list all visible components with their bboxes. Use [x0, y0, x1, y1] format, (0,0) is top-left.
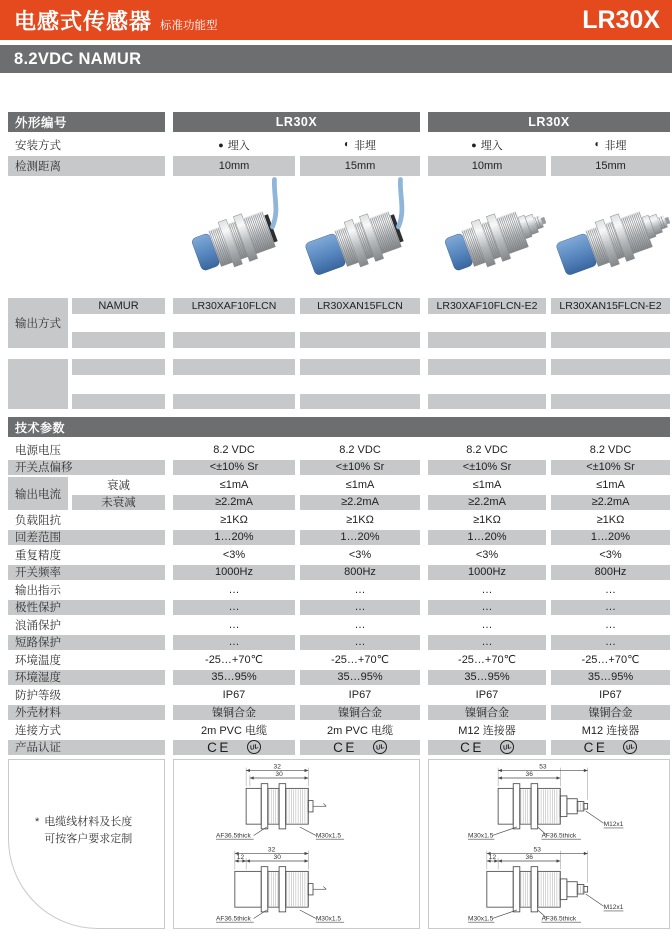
svg-text:AF36.5thick: AF36.5thick [215, 832, 251, 840]
param-value: 镍铜合金 [300, 705, 420, 721]
svg-text:36: 36 [525, 854, 533, 862]
param-value: … [481, 583, 493, 596]
param-value: 1…20% [551, 530, 670, 546]
footnote-text [44, 814, 132, 848]
param-label: 环境温度 [15, 654, 61, 667]
output-type-label: NAMUR [72, 298, 165, 314]
distance-value: 15mm [300, 156, 420, 176]
page-title: 电感式传感器 [14, 8, 153, 34]
product-image [428, 176, 546, 296]
dimension-drawing [189, 762, 405, 843]
ul-mark-icon: UL [623, 740, 637, 754]
param-value: … [428, 600, 546, 616]
empty-cell [173, 332, 295, 348]
table-row [8, 112, 670, 132]
svg-text:AF36.5thick: AF36.5thick [541, 915, 577, 923]
param-value: 镍铜合金 [551, 705, 670, 721]
param-value: 1…20% [300, 530, 420, 546]
cert-cell [300, 740, 420, 756]
footer-row [8, 759, 670, 929]
empty-cell [551, 394, 670, 409]
mount-value [551, 136, 670, 154]
dimension-drawing [189, 845, 405, 926]
table-row [8, 176, 670, 296]
sensor-illustration [175, 179, 293, 293]
svg-text:53: 53 [539, 763, 547, 771]
table-row [8, 511, 670, 529]
footnote-star: * [35, 816, 40, 828]
param-value: ≤1mA [219, 478, 249, 491]
table-row [8, 298, 670, 348]
series-band-label: 8.2VDC NAMUR [14, 49, 142, 68]
param-value: … [354, 583, 366, 596]
empty-cell [551, 332, 670, 348]
param-label: 输出指示 [15, 584, 61, 597]
param-value: IP67 [599, 688, 622, 701]
model-name-cell: LR30XAN15FLCN-E2 [551, 298, 670, 314]
svg-text:AF36.5thick: AF36.5thick [215, 915, 251, 923]
param-value: ≥1KΩ [220, 513, 248, 526]
drawing-box-cable [173, 759, 420, 929]
param-sub-label: 衰减 [107, 479, 130, 492]
param-value: 35…95% [428, 670, 546, 686]
half-circle-icon: ◐ [343, 139, 351, 150]
empty-cell [72, 359, 165, 375]
param-label: 防护等级 [15, 689, 61, 702]
svg-text:32: 32 [273, 763, 281, 771]
output-section [8, 298, 670, 409]
svg-text:M30x1.5: M30x1.5 [468, 832, 494, 840]
param-value: 35…95% [551, 670, 670, 686]
param-label: 短路保护 [8, 635, 165, 651]
model-code: LR30X [582, 5, 660, 34]
empty-cell [8, 359, 68, 409]
param-value: 2m PVC 电缆 [200, 724, 267, 737]
empty-cell [173, 394, 295, 409]
shape-section [8, 112, 670, 296]
footnote [35, 814, 164, 848]
empty-cell [72, 332, 165, 348]
ce-mark-icon: CE [207, 739, 231, 755]
table-row [8, 704, 670, 722]
model-name-cell: LR30XAN15FLCN [300, 298, 420, 314]
param-value: <3% [475, 548, 499, 561]
param-value: ≤1mA [596, 478, 625, 491]
cert-cell [428, 740, 546, 756]
param-value: <3% [348, 548, 372, 561]
product-image [300, 176, 420, 296]
param-label: 输出电流 [8, 477, 68, 510]
param-value: -25…+70℃ [458, 654, 516, 667]
param-value: <±10% Sr [551, 460, 670, 476]
param-label: 环境湿度 [8, 670, 165, 686]
param-value: -25…+70℃ [331, 654, 389, 667]
half-circle-icon: ◐ [594, 139, 601, 150]
table-row [8, 459, 670, 477]
param-label: 开关点偏移 [8, 460, 165, 476]
datasheet-table [0, 112, 672, 929]
param-value: 1000Hz [428, 565, 546, 581]
model-group-header: LR30X [173, 112, 420, 132]
param-value: … [173, 635, 295, 651]
param-value: M12 连接器 [458, 724, 516, 737]
model-group-header: LR30X [428, 112, 670, 132]
param-value: 1…20% [173, 530, 295, 546]
param-value: IP67 [222, 688, 246, 701]
param-value: ≤1mA [472, 478, 502, 491]
param-value: 镍铜合金 [428, 705, 546, 721]
footnote-line1: 电缆线材料及长度 [44, 816, 133, 828]
param-value: -25…+70℃ [205, 654, 263, 667]
page-subtitle: 标准功能型 [160, 19, 218, 32]
param-value: ≥2.2mA [300, 495, 420, 511]
sensor-illustration [552, 179, 670, 293]
svg-text:12: 12 [488, 854, 497, 862]
param-value: 8.2 VDC [466, 443, 508, 456]
param-value: … [551, 600, 670, 616]
param-value: … [228, 618, 240, 631]
table-row [8, 651, 670, 669]
param-value: … [605, 583, 616, 596]
param-value: 35…95% [300, 670, 420, 686]
row-label-mount: 安装方式 [15, 140, 61, 152]
empty-cell [428, 332, 546, 348]
param-value: -25…+70℃ [581, 654, 640, 667]
table-row [8, 599, 670, 617]
mount-text: 埋入 [480, 140, 503, 152]
mount-value [428, 136, 546, 154]
empty-cell [173, 359, 295, 375]
table-row [8, 686, 670, 704]
param-value: ≥1KΩ [473, 513, 501, 526]
footnote-line2: 可按客户要求定制 [44, 833, 133, 845]
param-value: … [228, 583, 240, 596]
flush-circle-icon: ● [218, 139, 224, 150]
table-row [8, 634, 670, 652]
sensor-illustration [428, 179, 546, 293]
param-value: … [173, 600, 295, 616]
param-value: 800Hz [300, 565, 420, 581]
cert-cell [551, 740, 670, 756]
param-value: 8.2 VDC [213, 443, 255, 456]
table-row [8, 739, 670, 757]
param-value: <3% [599, 548, 622, 561]
table-row [8, 476, 670, 511]
param-label: 浪涌保护 [15, 619, 61, 632]
title-group [14, 5, 218, 36]
flush-circle-icon: ● [471, 139, 477, 150]
ul-mark-icon: UL [373, 740, 387, 754]
param-value: 800Hz [551, 565, 670, 581]
param-value: ≥2.2mA [173, 495, 295, 511]
ce-mark-icon: CE [460, 739, 484, 755]
param-label: 极性保护 [8, 600, 165, 616]
table-row [8, 721, 670, 739]
svg-text:M30x1.5: M30x1.5 [315, 915, 341, 923]
mount-value [300, 136, 420, 154]
param-value: IP67 [475, 688, 499, 701]
table-row [8, 156, 670, 176]
param-value: 1000Hz [173, 565, 295, 581]
svg-text:M12x1: M12x1 [603, 904, 624, 912]
param-value: 35…95% [173, 670, 295, 686]
param-value: 1…20% [428, 530, 546, 546]
param-value: <3% [222, 548, 246, 561]
param-value: … [605, 618, 616, 631]
ul-mark-icon: UL [500, 740, 514, 754]
tech-section [8, 441, 670, 756]
table-row [8, 136, 670, 154]
param-label: 开关频率 [8, 565, 165, 581]
ce-mark-icon: CE [333, 739, 357, 755]
tech-section-header [8, 417, 670, 437]
row-label-distance: 检测距离 [8, 156, 165, 176]
param-sub-label: 未衰减 [72, 495, 165, 511]
title-banner [0, 0, 672, 40]
param-label: 回差范围 [8, 530, 165, 546]
param-value: … [551, 635, 670, 651]
param-value: … [300, 600, 420, 616]
param-value: ≥1KΩ [596, 513, 625, 526]
dimension-drawing [441, 845, 657, 926]
table-row [8, 441, 670, 459]
param-value: ≥2.2mA [551, 495, 670, 511]
empty-cell [428, 394, 546, 409]
table-row [8, 564, 670, 582]
param-value: M12 连接器 [581, 724, 640, 737]
param-value: 镍铜合金 [173, 705, 295, 721]
param-label: 连接方式 [15, 724, 61, 737]
dimension-drawing [441, 762, 657, 843]
param-value: … [481, 618, 493, 631]
param-value: <±10% Sr [428, 460, 546, 476]
cert-cell [173, 740, 295, 756]
param-value: … [300, 635, 420, 651]
series-band [0, 45, 672, 73]
param-value: <±10% Sr [300, 460, 420, 476]
model-name-cell: LR30XAF10FLCN [173, 298, 295, 314]
ul-mark-icon: UL [247, 740, 261, 754]
empty-cell [428, 359, 546, 375]
empty-cell [551, 359, 670, 375]
svg-text:32: 32 [267, 846, 275, 854]
shape-section-label: 外形编号 [8, 112, 165, 132]
param-value: 2m PVC 电缆 [326, 724, 393, 737]
param-label: 电源电压 [15, 444, 61, 457]
table-row [8, 529, 670, 547]
mount-text: 埋入 [227, 140, 250, 152]
drawing-box-connector [428, 759, 670, 929]
table-row [8, 669, 670, 687]
table-row [8, 581, 670, 599]
footnote-box [8, 759, 165, 929]
param-label: 产品认证 [8, 740, 165, 756]
param-label: 负载阻抗 [15, 514, 61, 527]
param-value: 8.2 VDC [589, 443, 632, 456]
param-value: 8.2 VDC [339, 443, 381, 456]
empty-cell [300, 394, 420, 409]
distance-value: 10mm [173, 156, 295, 176]
svg-text:30: 30 [273, 854, 281, 862]
param-label: 重复精度 [15, 549, 61, 562]
svg-text:M30x1.5: M30x1.5 [315, 832, 341, 840]
empty-cell [300, 332, 420, 348]
param-value: <±10% Sr [173, 460, 295, 476]
product-image [173, 176, 295, 296]
param-value: IP67 [348, 688, 372, 701]
param-value: … [428, 635, 546, 651]
param-value: ≤1mA [345, 478, 375, 491]
sensor-illustration [301, 179, 419, 293]
svg-text:M30x1.5: M30x1.5 [468, 915, 494, 923]
table-row [8, 616, 670, 634]
param-value: ≥1KΩ [346, 513, 374, 526]
svg-text:36: 36 [525, 771, 533, 779]
mount-value [173, 136, 295, 154]
empty-cell [72, 394, 165, 409]
ce-mark-icon: CE [583, 739, 608, 755]
svg-text:M12x1: M12x1 [603, 821, 624, 829]
param-value: ≥2.2mA [428, 495, 546, 511]
svg-text:30: 30 [274, 771, 283, 779]
tech-section-title: 技术参数 [15, 420, 66, 435]
model-name-cell: LR30XAF10FLCN-E2 [428, 298, 546, 314]
table-row [8, 546, 670, 564]
param-label: 外壳材料 [8, 705, 165, 721]
distance-value: 15mm [551, 156, 670, 176]
svg-text:12: 12 [236, 854, 244, 862]
svg-text:AF36.5thick: AF36.5thick [541, 832, 577, 840]
empty-cell [300, 359, 420, 375]
param-value: … [354, 618, 366, 631]
mount-text: 非埋 [354, 140, 377, 152]
output-section-label: 输出方式 [8, 298, 68, 348]
product-image [551, 176, 670, 296]
distance-value: 10mm [428, 156, 546, 176]
mount-text: 非埋 [604, 140, 627, 152]
table-row [8, 359, 670, 409]
svg-text:53: 53 [533, 846, 541, 854]
